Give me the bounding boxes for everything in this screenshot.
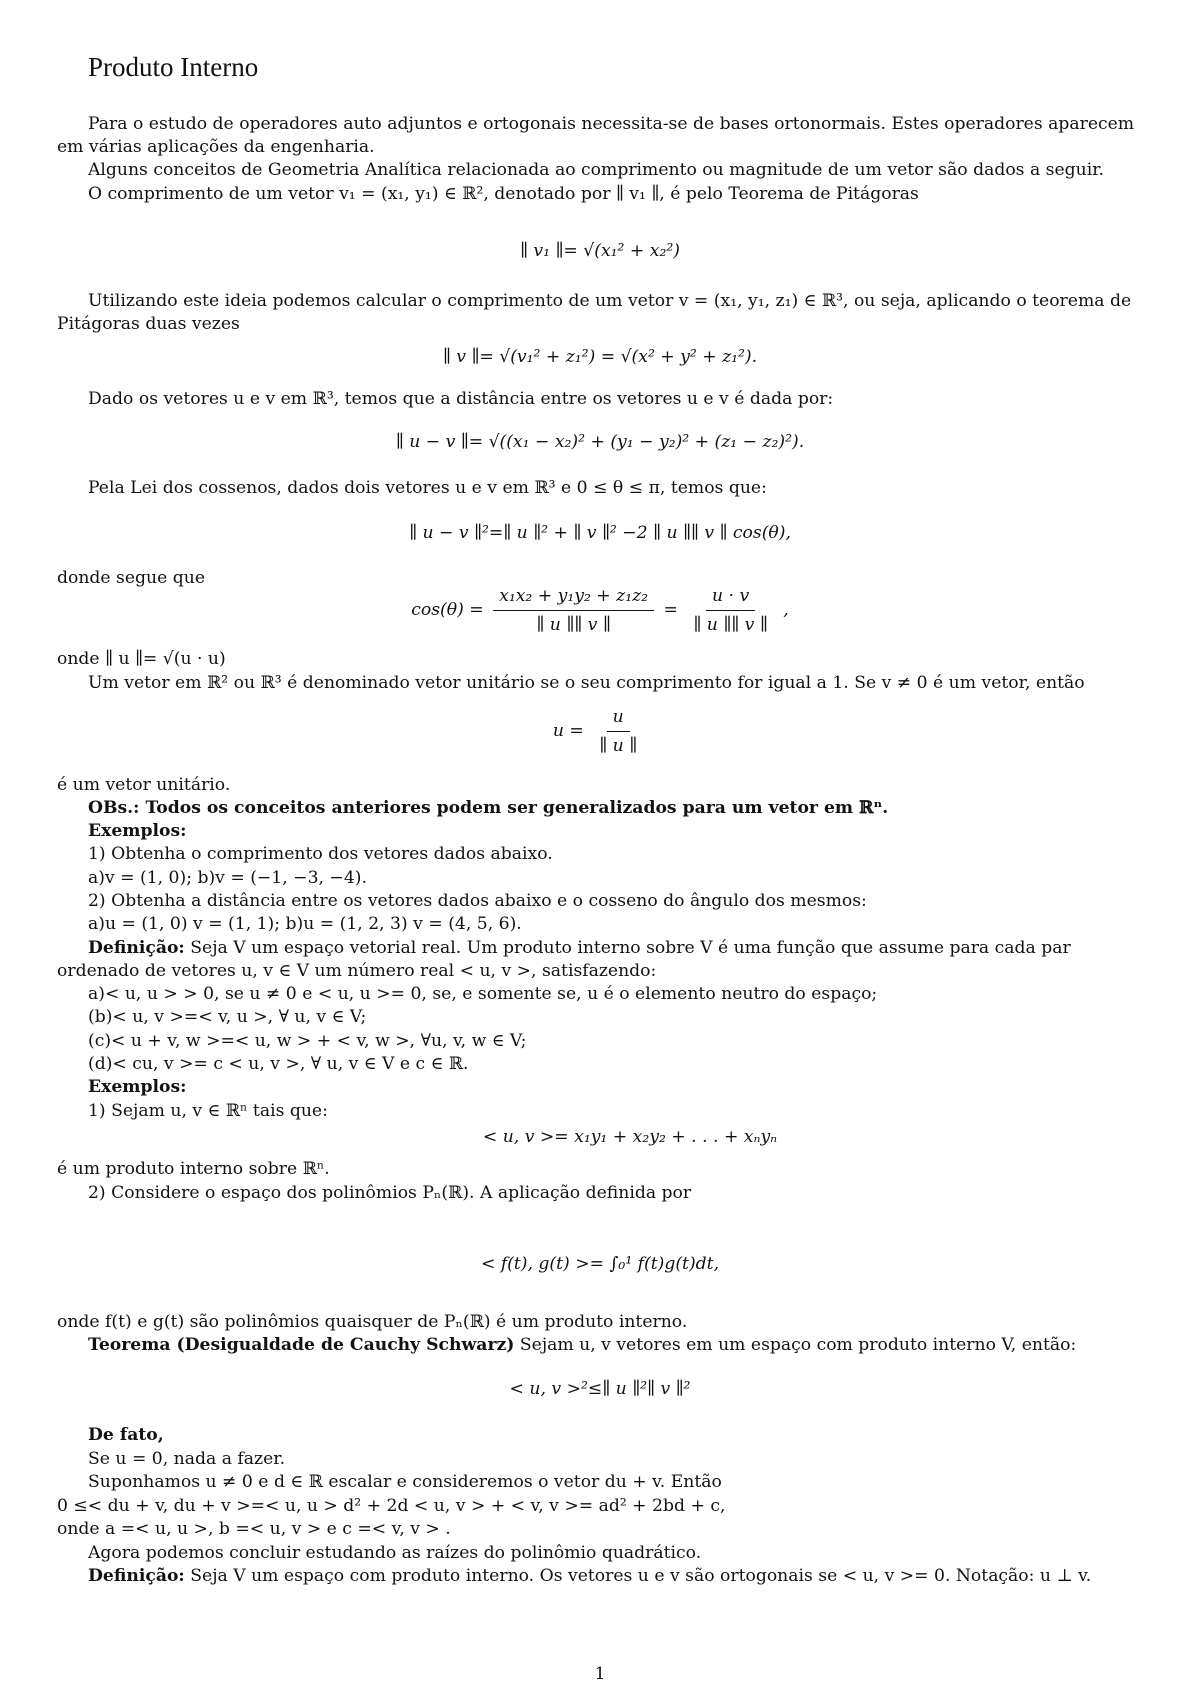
definition-line [88,1565,1091,1587]
observation-line: OBs.: Todos os conceitos anteriores podem ser generalizados para um vetor em ℝⁿ. [88,798,889,818]
paragraph-line: Agora podemos concluir estudando as raízes do polinômio quadrático. [88,1543,702,1563]
fraction-numerator: u · v [706,584,755,611]
paragraph-line: em várias aplicações da engenharia. [57,137,375,157]
equation-unit-vector [0,705,1200,758]
definition-text: Seja V um espaço com produto interno. Os vetores u e v são ortogonais se < u, v >= 0. Notação: u ⊥ v. [184,1566,1092,1586]
paragraph-line: a)< u, u > > 0, se u ≠ 0 e < u, u >= 0, se, e somente se, u é o elemento neutro do espaço; [88,984,878,1004]
paragraph-line: O comprimento de um vetor v₁ = (x₁, y₁) ∈ ℝ², denotado por ∥ v₁ ∥, é pelo Teorema de Pitágoras [88,184,919,204]
definition-label: Definição: [88,938,185,958]
paragraph-line: ordenado de vetores u, v ∈ V um número real < u, v >, satisfazendo: [57,961,657,981]
paragraph-line: 2) Considere o espaço dos polinômios Pₙ(ℝ). A aplicação definida por [88,1183,692,1203]
fraction [593,705,643,758]
paragraph-line: (c)< u + v, w >=< u, w > + < v, w >, ∀u, v, w ∈ V; [88,1031,527,1051]
paragraph-line: Utilizando este ideia podemos calcular o comprimento de um vetor v = (x₁, y₁, z₁) ∈ ℝ³, ou seja, aplicando o teorema de [88,291,1132,311]
paragraph-line: onde a =< u, u >, b =< u, v > e c =< v, v > . [57,1519,451,1539]
paragraph-line: 1) Sejam u, v ∈ ℝⁿ tais que: [88,1101,328,1121]
paragraph-line: onde f(t) e g(t) são polinômios quaisquer de Pₙ(ℝ) é um produto interno. [57,1312,688,1332]
section-heading: Exemplos: [88,1077,187,1097]
page-title: Produto Interno [88,52,259,82]
paragraph-line: donde segue que [57,568,205,588]
paragraph-line: (d)< cu, v >= c < u, v >, ∀ u, v ∈ V e c ∈ ℝ. [88,1054,469,1074]
paragraph-line: 2) Obtenha a distância entre os vetores dados abaixo e o cosseno do ângulo dos mesmos: [88,891,867,911]
fraction-denominator: ∥ u ∥∥ v ∥ [536,615,611,635]
fraction-numerator: x₁x₂ + y₁y₂ + z₁z₂ [493,584,654,611]
paragraph-line: onde ∥ u ∥= √(u · u) [57,649,226,669]
definition-line [88,937,1071,959]
equation-cosine [0,584,1200,637]
paragraph-line: Pela Lei dos cossenos, dados dois vetores u e v em ℝ³ e 0 ≤ θ ≤ π, temos que: [88,478,767,498]
comma: , [783,600,789,620]
paragraph-line: a)u = (1, 0) v = (1, 1); b)u = (1, 2, 3) v = (4, 5, 6). [88,914,522,934]
paragraph-line: é um vetor unitário. [57,775,231,795]
section-heading: Exemplos: [88,821,187,841]
section-heading: De fato, [88,1425,164,1445]
fraction-denominator: ∥ u ∥∥ v ∥ [693,615,768,635]
paragraph-line: é um produto interno sobre ℝⁿ. [57,1159,330,1179]
equation: ∥ v₁ ∥= √(x₁² + x₂²) [520,241,680,261]
paragraph-line: 1) Obtenha o comprimento dos vetores dados abaixo. [88,844,553,864]
paragraph-line: a)v = (1, 0); b)v = (−1, −3, −4). [88,868,367,888]
equation: < u, v >= x₁y₁ + x₂y₂ + . . . + xₙyₙ [482,1127,778,1147]
definition-label: Definição: [88,1566,185,1586]
paragraph-line: Um vetor em ℝ² ou ℝ³ é denominado vetor unitário se o seu comprimento for igual a 1. Se v ≠ 0 é um vetor, então [88,673,1085,693]
theorem-label: Teorema (Desigualdade de Cauchy Schwarz) [88,1335,515,1355]
theorem-text: Sejam u, v vetores em um espaço com produto interno V, então: [514,1335,1077,1355]
paragraph-line: Alguns conceitos de Geometria Analítica relacionada ao comprimento ou magnitude de um vetor são dados a seguir. [88,160,1105,180]
paragraph-line: Dado os vetores u e v em ℝ³, temos que a distância entre os vetores u e v é dada por: [88,389,834,409]
paragraph-line: Suponhamos u ≠ 0 e d ∈ ℝ escalar e consideremos o vetor du + v. Então [88,1472,722,1492]
page-number: 1 [594,1664,606,1684]
equation: ∥ v ∥= √(v₁² + z₁²) = √(x² + y² + z₁²). [442,347,758,367]
paragraph-line: (b)< u, v >=< v, u >, ∀ u, v ∈ V; [88,1007,367,1027]
definition-text: Seja V um espaço vetorial real. Um produto interno sobre V é uma função que assume para cada par [184,938,1071,958]
fraction-denominator: ∥ u ∥ [599,736,638,756]
cosine-lhs: cos(θ) = [411,600,484,620]
paragraph-line: Se u = 0, nada a fazer. [88,1449,286,1469]
equation: < u, v >²≤∥ u ∥²∥ v ∥² [509,1379,691,1399]
equation: ∥ u − v ∥= √((x₁ − x₂)² + (y₁ − y₂)² + (z₁ − z₂)²). [395,432,805,452]
equals-sign: = [663,600,678,620]
theorem-line [88,1334,1076,1356]
fraction-numerator: u [607,705,630,732]
equation: ∥ u − v ∥²=∥ u ∥² + ∥ v ∥² −2 ∥ u ∥∥ v ∥ cos(θ), [409,523,791,543]
fraction [687,584,773,637]
paragraph-line: 0 ≤< du + v, du + v >=< u, u > d² + 2d < u, v > + < v, v >= ad² + 2bd + c, [57,1496,726,1516]
paragraph-line: Pitágoras duas vezes [57,314,240,334]
unit-lhs: u = [552,721,584,741]
fraction [493,584,654,637]
paragraph-line: Para o estudo de operadores auto adjuntos e ortogonais necessita-se de bases ortonormais. Estes operadores aparecem [88,114,1135,134]
equation: < f(t), g(t) >= ∫₀¹ f(t)g(t)dt, [480,1254,720,1274]
